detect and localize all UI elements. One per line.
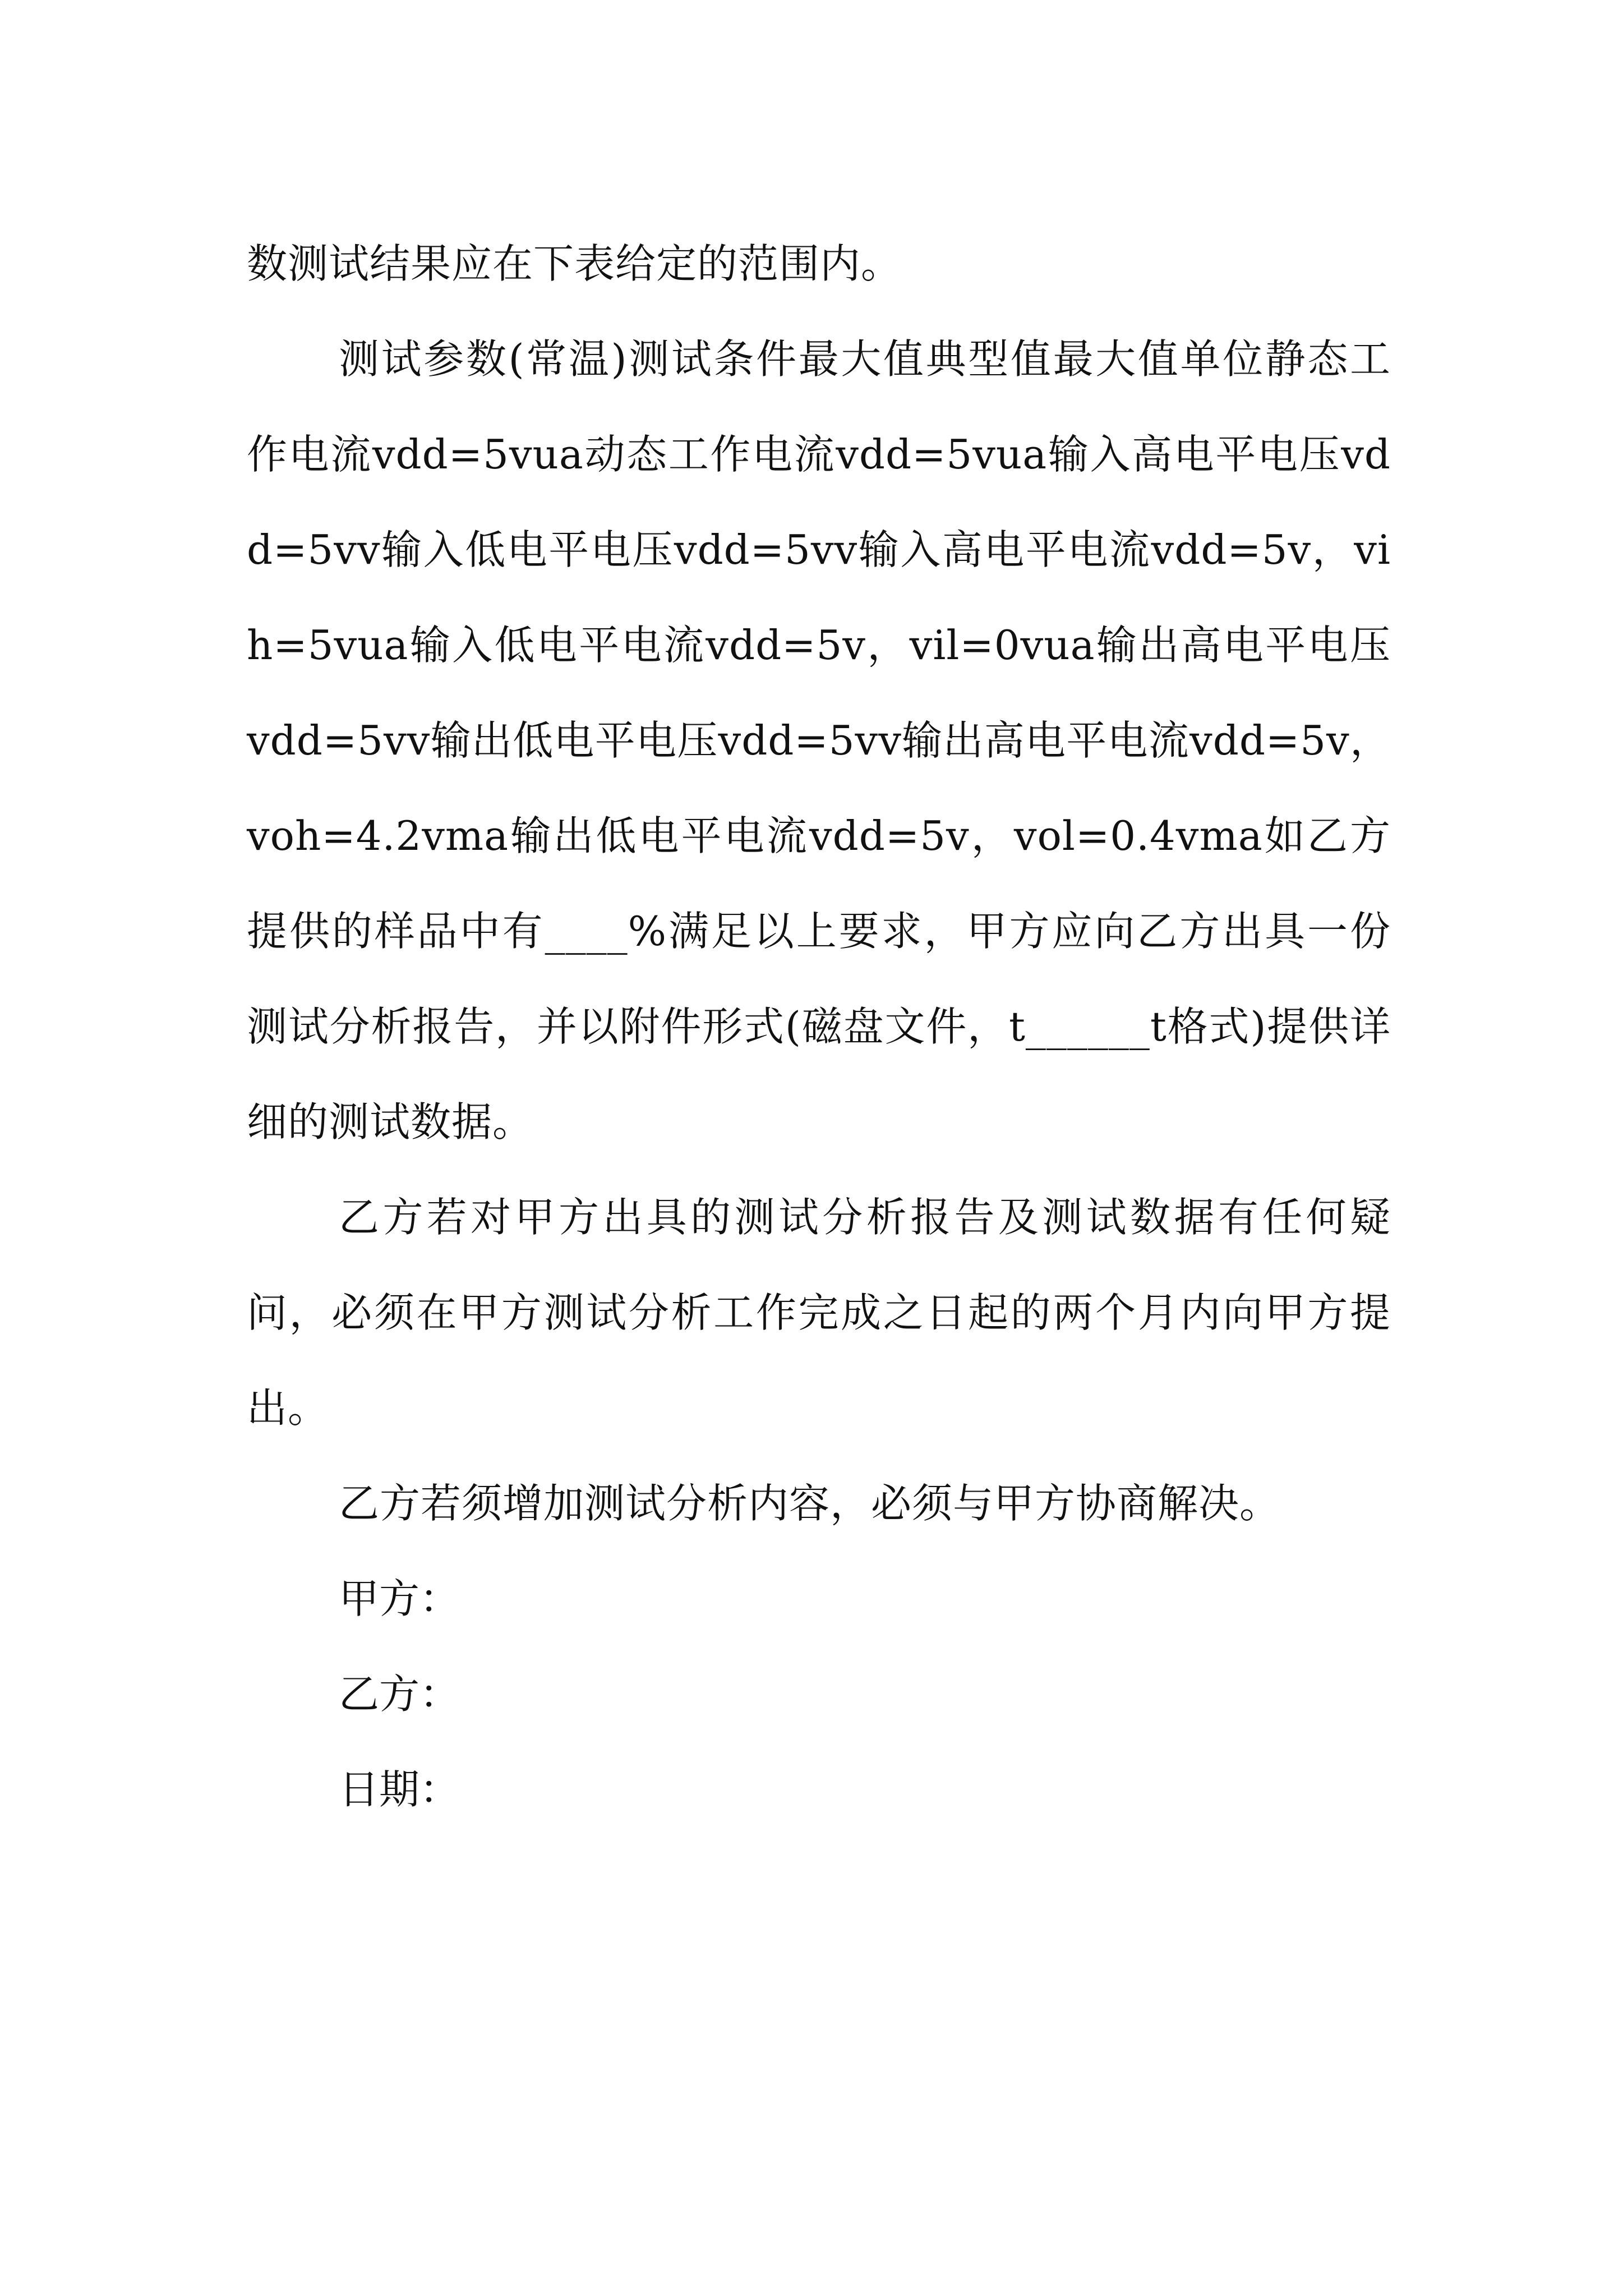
paragraph-test-parameters: 测试参数(常温)测试条件最大值典型值最大值单位静态工作电流vdd=5vua动态工作电流vdd=5vua输入高电平电压vdd=5vv输入低电平电压vdd=5vv输入高电平电流vdd=5v，vih=5vua输入低电平电流vdd=5v，vil=0vua输出高电平电压vdd=5vv输出低电平电压vdd=5vv输出高电平电流vdd=5v，voh=4.2vma输出低电平电流vdd=5v，vol=0.4vma如乙方提供的样品中有____%满足以上要求，甲方应向乙方出具一份测试分析报告，并以附件形式(磁盘文件，t______t格式)提供详细的测试数据。 — [247, 335, 1391, 1145]
document-body — [247, 216, 1391, 1837]
signature-party-b: 乙方： — [339, 1671, 460, 1718]
signature-date: 日期： — [339, 1766, 460, 1813]
paragraph-objection: 乙方若对甲方出具的测试分析报告及测试数据有任何疑问，必须在甲方测试分析工作完成之日起的两个月内向甲方提出。 — [247, 1194, 1391, 1432]
paragraph-additional-tests: 乙方若须增加测试分析内容，必须与甲方协商解决。 — [339, 1480, 1281, 1527]
signature-party-a: 甲方： — [339, 1575, 460, 1622]
paragraph-intro: 数测试结果应在下表给定的范围内。 — [247, 240, 902, 287]
